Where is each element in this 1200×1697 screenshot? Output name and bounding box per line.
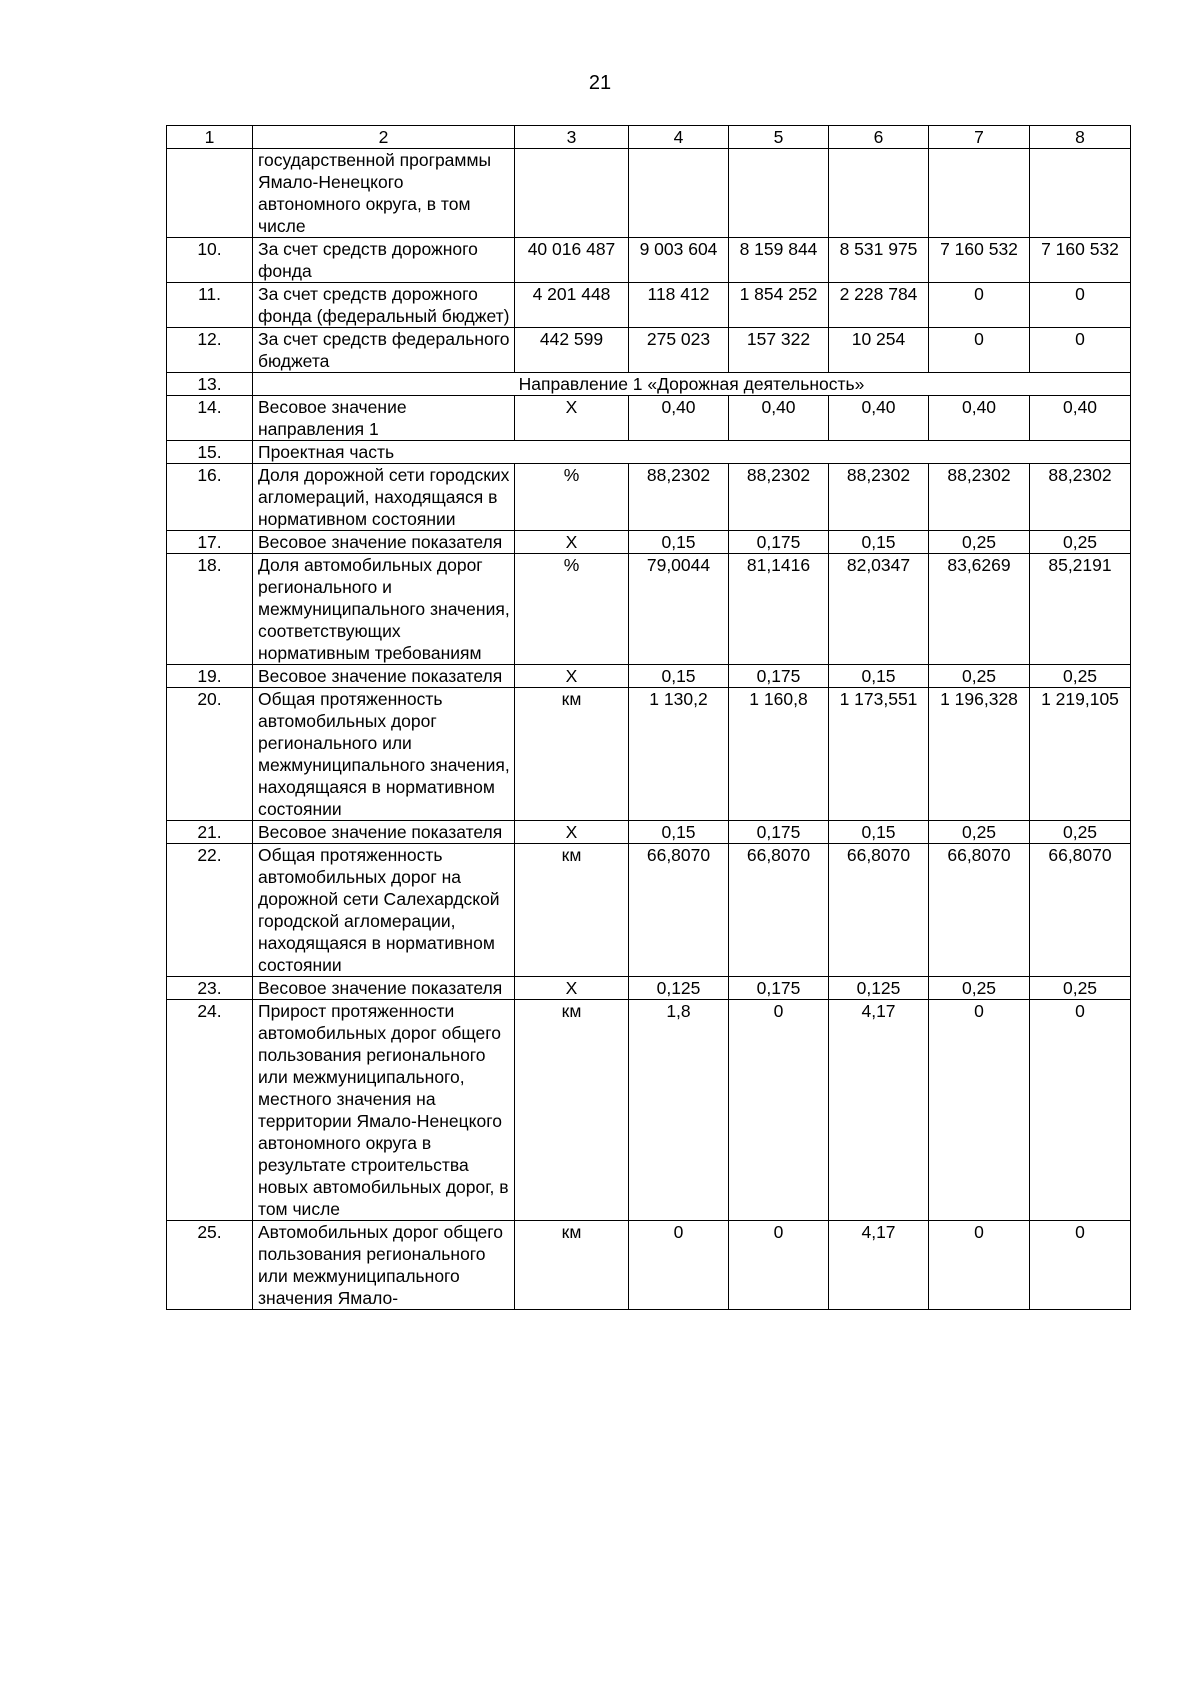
- value-cell: 1,8: [629, 1000, 729, 1221]
- row-number-cell: 23.: [167, 977, 253, 1000]
- indicator-name-cell: Доля автомобильных дорог регионального и межмуниципального значения, соответствующих нормативным требованиям: [253, 554, 515, 665]
- value-cell: 8 531 975: [829, 238, 929, 283]
- value-cell: 157 322: [729, 328, 829, 373]
- value-cell: 9 003 604: [629, 238, 729, 283]
- indicator-name-cell: Прирост протяженности автомобильных дорог общего пользования регионального или межмуниципального, местного значения на территории Ямало-Ненецкого автономного округа в результате строительства новых автомобильных дорог, в том числе: [253, 1000, 515, 1221]
- value-cell: 0,25: [1030, 665, 1131, 688]
- indicator-name-cell: Весовое значение показателя: [253, 531, 515, 554]
- value-cell: 0: [729, 1221, 829, 1310]
- row-number-cell: 10.: [167, 238, 253, 283]
- indicator-name-cell: Весовое значение показателя: [253, 821, 515, 844]
- value-cell: 0,25: [929, 531, 1030, 554]
- value-cell: 0,125: [829, 977, 929, 1000]
- unit-cell: 4 201 448: [515, 283, 629, 328]
- indicator-name-cell: государственной программы Ямало-Ненецкого автономного округа, в том числе: [253, 149, 515, 238]
- value-cell: 0,25: [929, 821, 1030, 844]
- indicators-table: [166, 125, 1131, 1310]
- indicator-name-cell: Общая протяженность автомобильных дорог регионального или межмуниципального значения, находящаяся в нормативном состоянии: [253, 688, 515, 821]
- value-cell: [929, 149, 1030, 238]
- value-cell: 0,40: [829, 396, 929, 441]
- value-cell: [629, 149, 729, 238]
- table-body: [167, 126, 1131, 1310]
- value-cell: 4,17: [829, 1000, 929, 1221]
- indicator-name-cell: Общая протяженность автомобильных дорог на дорожной сети Салехардской городской агломерации, находящаяся в нормативном состоянии: [253, 844, 515, 977]
- value-cell: 0: [929, 1221, 1030, 1310]
- value-cell: 1 173,551: [829, 688, 929, 821]
- unit-cell: X: [515, 531, 629, 554]
- value-cell: 0,175: [729, 821, 829, 844]
- value-cell: 0,15: [829, 821, 929, 844]
- value-cell: 88,2302: [929, 464, 1030, 531]
- row-number-cell: 19.: [167, 665, 253, 688]
- value-cell: 7 160 532: [1030, 238, 1131, 283]
- row-number-cell: 20.: [167, 688, 253, 821]
- unit-cell: X: [515, 396, 629, 441]
- row-number-cell: 22.: [167, 844, 253, 977]
- value-cell: 0: [1030, 1221, 1131, 1310]
- table-row: [167, 328, 1131, 373]
- indicator-name-cell: Весовое значение показателя: [253, 977, 515, 1000]
- value-cell: 1 160,8: [729, 688, 829, 821]
- indicator-name-cell: За счет средств дорожного фонда (федеральный бюджет): [253, 283, 515, 328]
- header-cell: 4: [629, 126, 729, 149]
- value-cell: 0,15: [629, 821, 729, 844]
- value-cell: 79,0044: [629, 554, 729, 665]
- value-cell: 88,2302: [729, 464, 829, 531]
- value-cell: 82,0347: [829, 554, 929, 665]
- value-cell: 0: [929, 328, 1030, 373]
- value-cell: [1030, 149, 1131, 238]
- value-cell: 0,15: [629, 665, 729, 688]
- indicator-name-cell: Доля дорожной сети городских агломераций, находящаяся в нормативном состоянии: [253, 464, 515, 531]
- header-cell: 6: [829, 126, 929, 149]
- unit-cell: %: [515, 554, 629, 665]
- value-cell: 0: [929, 283, 1030, 328]
- unit-cell: 442 599: [515, 328, 629, 373]
- table-row: [167, 1221, 1131, 1310]
- row-number-cell: 17.: [167, 531, 253, 554]
- table-row: [167, 238, 1131, 283]
- indicator-name-cell: Весовое значение показателя: [253, 665, 515, 688]
- value-cell: 83,6269: [929, 554, 1030, 665]
- value-cell: 1 219,105: [1030, 688, 1131, 821]
- row-number-cell: [167, 149, 253, 238]
- value-cell: 1 130,2: [629, 688, 729, 821]
- page-number: 21: [588, 72, 612, 94]
- value-cell: 0,15: [629, 531, 729, 554]
- value-cell: 0,25: [1030, 977, 1131, 1000]
- table-header-row: [167, 126, 1131, 149]
- value-cell: 66,8070: [729, 844, 829, 977]
- value-cell: 66,8070: [929, 844, 1030, 977]
- unit-cell: км: [515, 1221, 629, 1310]
- header-cell: 5: [729, 126, 829, 149]
- value-cell: 2 228 784: [829, 283, 929, 328]
- table-row: [167, 396, 1131, 441]
- value-cell: 66,8070: [629, 844, 729, 977]
- value-cell: 66,8070: [829, 844, 929, 977]
- header-cell: 8: [1030, 126, 1131, 149]
- value-cell: 0,25: [929, 665, 1030, 688]
- indicator-name-cell: За счет средств федерального бюджета: [253, 328, 515, 373]
- value-cell: [729, 149, 829, 238]
- value-cell: 8 159 844: [729, 238, 829, 283]
- row-number-cell: 18.: [167, 554, 253, 665]
- table-row: [167, 977, 1131, 1000]
- table-row: [167, 441, 1131, 464]
- value-cell: 0: [1030, 283, 1131, 328]
- value-cell: 81,1416: [729, 554, 829, 665]
- value-cell: 88,2302: [829, 464, 929, 531]
- indicator-name-cell: За счет средств дорожного фонда: [253, 238, 515, 283]
- value-cell: 1 196,328: [929, 688, 1030, 821]
- value-cell: 0,175: [729, 977, 829, 1000]
- table-row: [167, 821, 1131, 844]
- row-number-cell: 11.: [167, 283, 253, 328]
- value-cell: 0,40: [929, 396, 1030, 441]
- row-number-cell: 25.: [167, 1221, 253, 1310]
- value-cell: 1 854 252: [729, 283, 829, 328]
- value-cell: 0,25: [1030, 821, 1131, 844]
- header-cell: 7: [929, 126, 1030, 149]
- table-row: [167, 373, 1131, 396]
- value-cell: 0,15: [829, 665, 929, 688]
- value-cell: 275 023: [629, 328, 729, 373]
- header-cell: 2: [253, 126, 515, 149]
- row-number-cell: 14.: [167, 396, 253, 441]
- table-row: [167, 464, 1131, 531]
- value-cell: 0,15: [829, 531, 929, 554]
- value-cell: 0,125: [629, 977, 729, 1000]
- unit-cell: 40 016 487: [515, 238, 629, 283]
- value-cell: 7 160 532: [929, 238, 1030, 283]
- section-heading-cell: Направление 1 «Дорожная деятельность»: [253, 373, 1131, 396]
- row-number-cell: 21.: [167, 821, 253, 844]
- row-number-cell: 13.: [167, 373, 253, 396]
- header-cell: 1: [167, 126, 253, 149]
- value-cell: 0,40: [1030, 396, 1131, 441]
- indicator-name-cell: Весовое значение направления 1: [253, 396, 515, 441]
- row-number-cell: 12.: [167, 328, 253, 373]
- value-cell: 0: [1030, 1000, 1131, 1221]
- unit-cell: X: [515, 977, 629, 1000]
- table-row: [167, 844, 1131, 977]
- unit-cell: X: [515, 821, 629, 844]
- header-cell: 3: [515, 126, 629, 149]
- table-row: [167, 554, 1131, 665]
- row-number-cell: 15.: [167, 441, 253, 464]
- value-cell: 10 254: [829, 328, 929, 373]
- table-row: [167, 283, 1131, 328]
- value-cell: 0,25: [1030, 531, 1131, 554]
- value-cell: 0,25: [929, 977, 1030, 1000]
- value-cell: 85,2191: [1030, 554, 1131, 665]
- table-row: [167, 688, 1131, 821]
- value-cell: 0,175: [729, 665, 829, 688]
- table-row: [167, 531, 1131, 554]
- value-cell: 0: [629, 1221, 729, 1310]
- table-row: [167, 149, 1131, 238]
- row-number-cell: 24.: [167, 1000, 253, 1221]
- value-cell: 118 412: [629, 283, 729, 328]
- value-cell: 66,8070: [1030, 844, 1131, 977]
- value-cell: 0,40: [629, 396, 729, 441]
- value-cell: 0: [1030, 328, 1131, 373]
- row-number-cell: 16.: [167, 464, 253, 531]
- value-cell: [829, 149, 929, 238]
- unit-cell: км: [515, 688, 629, 821]
- unit-cell: км: [515, 844, 629, 977]
- table-row: [167, 665, 1131, 688]
- indicator-name-cell: Автомобильных дорог общего пользования регионального или межмуниципального значения Ямало-: [253, 1221, 515, 1310]
- unit-cell: [515, 149, 629, 238]
- value-cell: 0,175: [729, 531, 829, 554]
- value-cell: 0: [929, 1000, 1030, 1221]
- unit-cell: %: [515, 464, 629, 531]
- table-row: [167, 1000, 1131, 1221]
- section-heading-cell: Проектная часть: [253, 441, 1131, 464]
- unit-cell: км: [515, 1000, 629, 1221]
- value-cell: 0: [729, 1000, 829, 1221]
- value-cell: 0,40: [729, 396, 829, 441]
- value-cell: 88,2302: [1030, 464, 1131, 531]
- unit-cell: X: [515, 665, 629, 688]
- value-cell: 88,2302: [629, 464, 729, 531]
- value-cell: 4,17: [829, 1221, 929, 1310]
